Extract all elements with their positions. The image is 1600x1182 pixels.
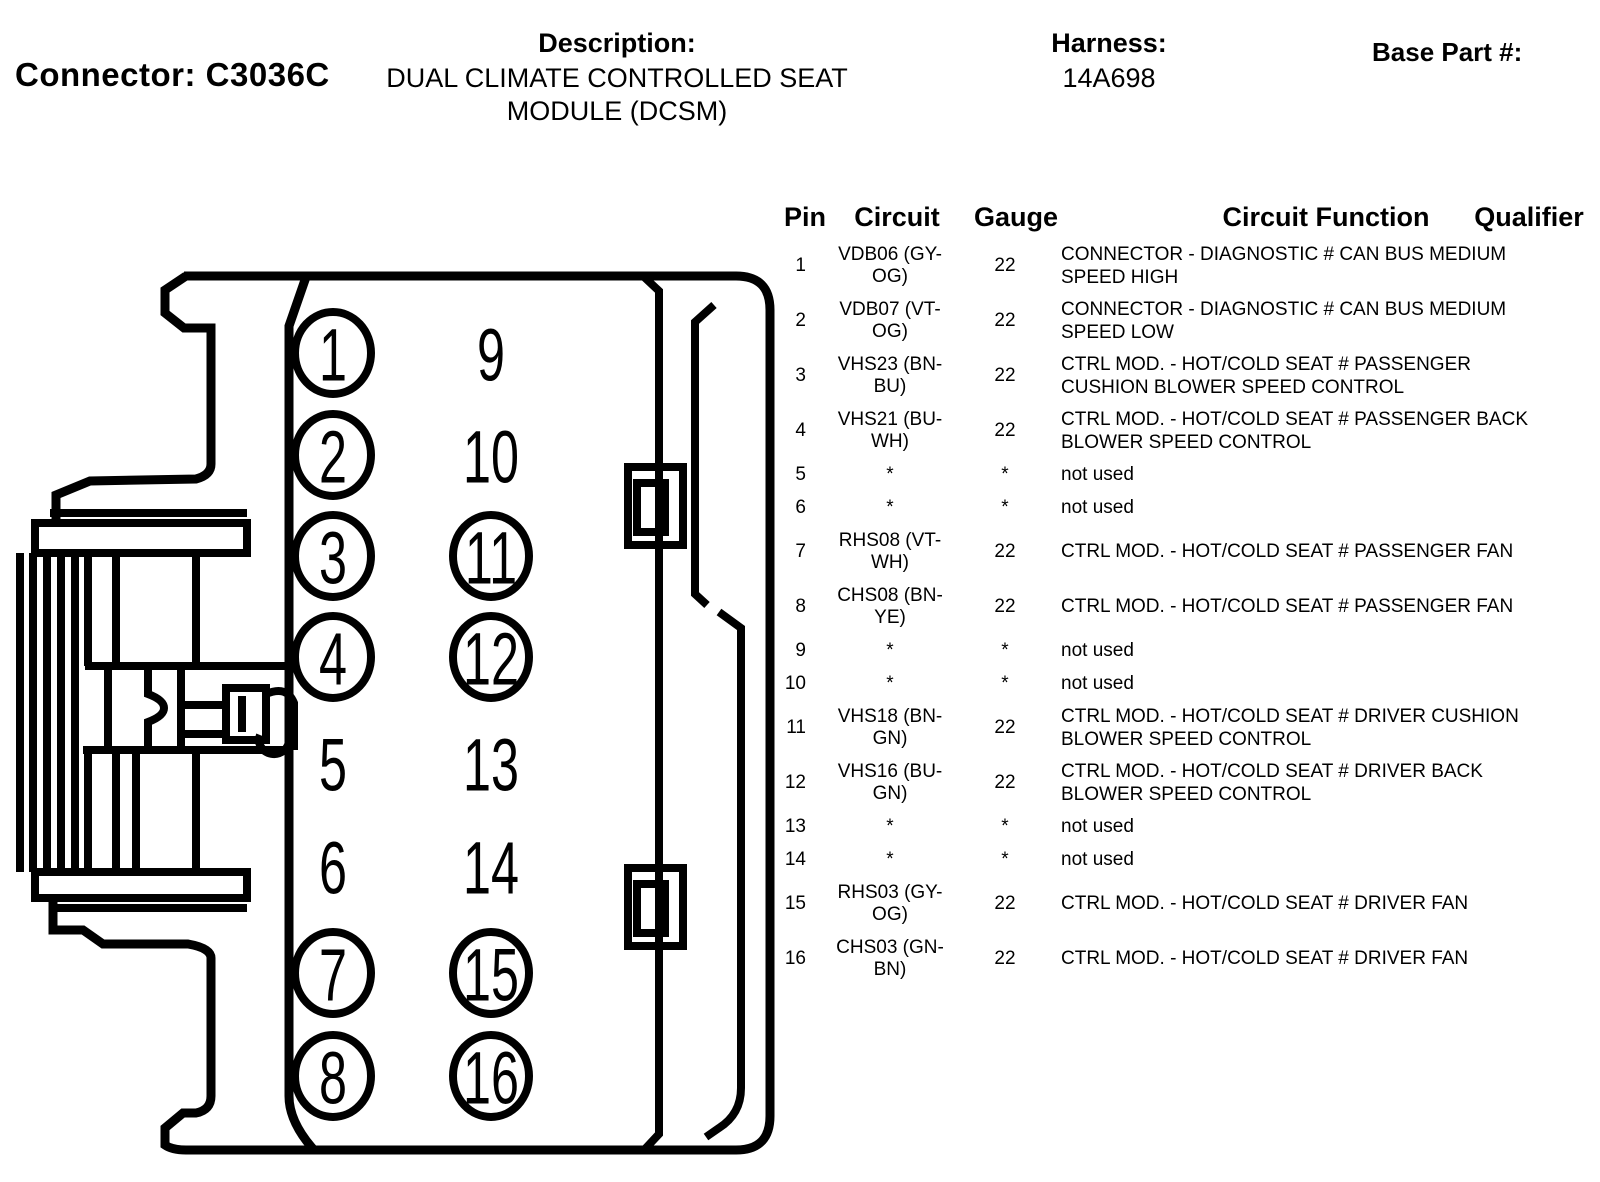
col-header-circuit: Circuit bbox=[854, 202, 940, 232]
cell-circuit: * bbox=[886, 672, 894, 694]
cell-gauge: 22 bbox=[994, 771, 1016, 793]
cell-pin: 5 bbox=[795, 463, 806, 485]
cell-pin: 4 bbox=[795, 419, 806, 441]
pin-number-group bbox=[463, 417, 519, 499]
connector-label: Connector: bbox=[15, 56, 196, 93]
cell-gauge: 22 bbox=[994, 419, 1016, 441]
cell-circuit: * bbox=[886, 815, 894, 837]
table-row bbox=[768, 843, 1600, 876]
pin-number: 7 bbox=[319, 935, 347, 1017]
cell-gauge: 22 bbox=[994, 254, 1016, 276]
pin-number-group bbox=[463, 725, 519, 807]
cell-gauge: 22 bbox=[994, 595, 1016, 617]
table-row bbox=[768, 491, 1600, 524]
pin-number-group bbox=[465, 518, 517, 600]
cell-gauge: * bbox=[1001, 463, 1009, 485]
cell-gauge: * bbox=[1001, 639, 1009, 661]
cell-circuit: RHS08 (VT-WH) bbox=[838, 529, 942, 573]
cell-pin: 7 bbox=[795, 540, 806, 562]
pin-number: 2 bbox=[319, 417, 347, 499]
latch-arm-details bbox=[108, 666, 226, 750]
pin-number-group bbox=[319, 619, 347, 701]
col-header-qualifier: Qualifier bbox=[1474, 202, 1584, 232]
cell-pin: 9 bbox=[795, 639, 806, 661]
pin-number-group bbox=[463, 828, 519, 910]
cell-circuit: VDB07 (VT-OG) bbox=[839, 298, 941, 342]
cell-function: CONNECTOR - DIAGNOSTIC # CAN BUS MEDIUM SPEED LOW bbox=[1061, 298, 1507, 343]
pinout-table-body bbox=[768, 238, 1600, 986]
cell-function: CTRL MOD. - HOT/COLD SEAT # DRIVER BACK BLOWER SPEED CONTROL bbox=[1061, 760, 1483, 805]
pin-grid bbox=[295, 312, 529, 1120]
cell-function: CTRL MOD. - HOT/COLD SEAT # PASSENGER CUSHION BLOWER SPEED CONTROL bbox=[1061, 353, 1471, 398]
pin-number: 9 bbox=[477, 315, 505, 397]
cell-circuit: CHS08 (BN-YE) bbox=[837, 584, 943, 628]
table-row bbox=[768, 579, 1600, 634]
cell-pin: 16 bbox=[784, 947, 806, 969]
cell-gauge: 22 bbox=[994, 892, 1016, 914]
harness-label: Harness: bbox=[1051, 28, 1167, 58]
col-header-pin: Pin bbox=[783, 202, 827, 232]
pin-number: 15 bbox=[463, 935, 519, 1017]
table-row bbox=[768, 755, 1600, 810]
pin-number-group bbox=[319, 725, 347, 807]
latch-bottom-bar bbox=[35, 872, 247, 898]
pin-number-group bbox=[319, 518, 347, 600]
cell-function: not used bbox=[1061, 464, 1134, 485]
col-header-gauge: Gauge bbox=[973, 202, 1059, 232]
pin-number-group bbox=[319, 315, 347, 397]
description-label: Description: bbox=[538, 28, 696, 58]
table-row bbox=[768, 876, 1600, 931]
pin-number-group bbox=[319, 1038, 347, 1120]
cell-circuit: * bbox=[886, 639, 894, 661]
table-row bbox=[768, 348, 1600, 403]
cell-circuit: VHS18 (BN-GN) bbox=[837, 705, 943, 749]
latch-finger-rect bbox=[226, 688, 266, 740]
pin-number-group bbox=[319, 935, 347, 1017]
pin-number-group bbox=[463, 935, 519, 1017]
pin-number: 11 bbox=[464, 518, 518, 600]
table-row bbox=[768, 931, 1600, 986]
cell-pin: 13 bbox=[784, 815, 806, 837]
table-row bbox=[768, 700, 1600, 755]
cell-circuit: RHS03 (GY-OG) bbox=[837, 881, 943, 925]
cell-gauge: * bbox=[1001, 672, 1009, 694]
cell-circuit: * bbox=[886, 463, 894, 485]
pin-number: 4 bbox=[319, 619, 347, 701]
cell-function: CTRL MOD. - HOT/COLD SEAT # PASSENGER FAN bbox=[1061, 596, 1514, 617]
cell-pin: 3 bbox=[795, 364, 806, 386]
cell-gauge: 22 bbox=[994, 540, 1016, 562]
pin-number: 10 bbox=[463, 417, 519, 499]
cell-function: CTRL MOD. - HOT/COLD SEAT # DRIVER FAN bbox=[1061, 948, 1469, 969]
cell-function: not used bbox=[1061, 673, 1134, 694]
table-row bbox=[768, 634, 1600, 667]
latch-top-bar bbox=[35, 523, 247, 553]
body-bottom-left-ear-path bbox=[53, 898, 211, 1150]
cell-gauge: * bbox=[1001, 815, 1009, 837]
cell-circuit: * bbox=[886, 848, 894, 870]
cell-gauge: 22 bbox=[994, 364, 1016, 386]
cell-gauge: 22 bbox=[994, 309, 1016, 331]
pin-number-group bbox=[477, 315, 505, 397]
cell-pin: 12 bbox=[784, 771, 806, 793]
pin-number-group bbox=[319, 828, 347, 910]
cell-gauge: * bbox=[1001, 496, 1009, 518]
cell-function: CTRL MOD. - HOT/COLD SEAT # DRIVER CUSHION BLOWER SPEED CONTROL bbox=[1061, 705, 1519, 750]
cell-function: not used bbox=[1061, 849, 1134, 870]
latch-lower-ribs bbox=[88, 750, 196, 872]
cell-function: not used bbox=[1061, 816, 1134, 837]
table-row bbox=[768, 293, 1600, 348]
cell-function: CONNECTOR - DIAGNOSTIC # CAN BUS MEDIUM SPEED HIGH bbox=[1061, 243, 1507, 288]
pin-number: 14 bbox=[463, 828, 519, 910]
pin-number: 12 bbox=[463, 619, 519, 701]
table-row bbox=[768, 667, 1600, 700]
cell-pin: 11 bbox=[786, 716, 806, 738]
keyway-upper bbox=[695, 305, 714, 605]
cell-circuit: VHS23 (BN-BU) bbox=[837, 353, 943, 397]
latch-upper-ribs bbox=[88, 553, 196, 666]
cell-gauge: 22 bbox=[994, 947, 1016, 969]
pin-number: 1 bbox=[319, 315, 347, 397]
cell-circuit: VDB06 (GY-OG) bbox=[838, 243, 942, 287]
table-row bbox=[768, 810, 1600, 843]
pin-number: 3 bbox=[319, 518, 347, 600]
cell-pin: 8 bbox=[795, 595, 806, 617]
connector-id: C3036C bbox=[205, 56, 330, 93]
cell-function: not used bbox=[1061, 497, 1134, 518]
pin-number: 5 bbox=[319, 725, 347, 807]
cell-circuit: CHS03 (GN-BN) bbox=[836, 936, 944, 980]
cell-circuit: VHS21 (BU-WH) bbox=[837, 408, 943, 452]
body-outline-path bbox=[184, 276, 770, 1150]
pin-number-group bbox=[319, 417, 347, 499]
pin-number: 6 bbox=[319, 828, 347, 910]
cell-pin: 1 bbox=[795, 254, 806, 276]
pin-number-group bbox=[463, 1038, 519, 1120]
harness-block bbox=[1009, 28, 1209, 95]
table-row bbox=[768, 458, 1600, 491]
keyway-lower bbox=[706, 612, 741, 1137]
pin-number: 8 bbox=[319, 1038, 347, 1120]
cell-pin: 15 bbox=[784, 892, 806, 914]
base-part-label: Base Part #: bbox=[1372, 37, 1523, 67]
cell-gauge: * bbox=[1001, 848, 1009, 870]
channel-line bbox=[643, 276, 659, 1149]
table-row bbox=[768, 524, 1600, 579]
description-value: DUAL CLIMATE CONTROLLED SEAT MODULE (DCSM) bbox=[386, 63, 848, 126]
cell-function: CTRL MOD. - HOT/COLD SEAT # DRIVER FAN bbox=[1061, 893, 1469, 914]
cell-function: not used bbox=[1061, 640, 1134, 661]
cell-function: CTRL MOD. - HOT/COLD SEAT # PASSENGER BACK BLOWER SPEED CONTROL bbox=[1061, 408, 1528, 453]
cell-pin: 14 bbox=[784, 848, 806, 870]
cell-pin: 6 bbox=[795, 496, 806, 518]
col-header-function: Circuit Function bbox=[1222, 202, 1430, 232]
pin-number: 13 bbox=[463, 725, 519, 807]
pin-number-group bbox=[463, 619, 519, 701]
cell-pin: 10 bbox=[784, 672, 806, 694]
connector-body bbox=[20, 276, 770, 1150]
cell-pin: 2 bbox=[795, 309, 806, 331]
cell-circuit: VHS16 (BU-GN) bbox=[837, 760, 943, 804]
pin-number: 16 bbox=[463, 1038, 519, 1120]
cell-circuit: * bbox=[886, 496, 894, 518]
harness-value: 14A698 bbox=[1062, 63, 1156, 93]
table-row bbox=[768, 403, 1600, 458]
cell-function: CTRL MOD. - HOT/COLD SEAT # PASSENGER FAN bbox=[1061, 541, 1514, 562]
cell-gauge: 22 bbox=[994, 716, 1016, 738]
latch-plate-lines bbox=[20, 553, 75, 872]
body-top-left-ear-path bbox=[56, 276, 211, 523]
table-row bbox=[768, 238, 1600, 293]
